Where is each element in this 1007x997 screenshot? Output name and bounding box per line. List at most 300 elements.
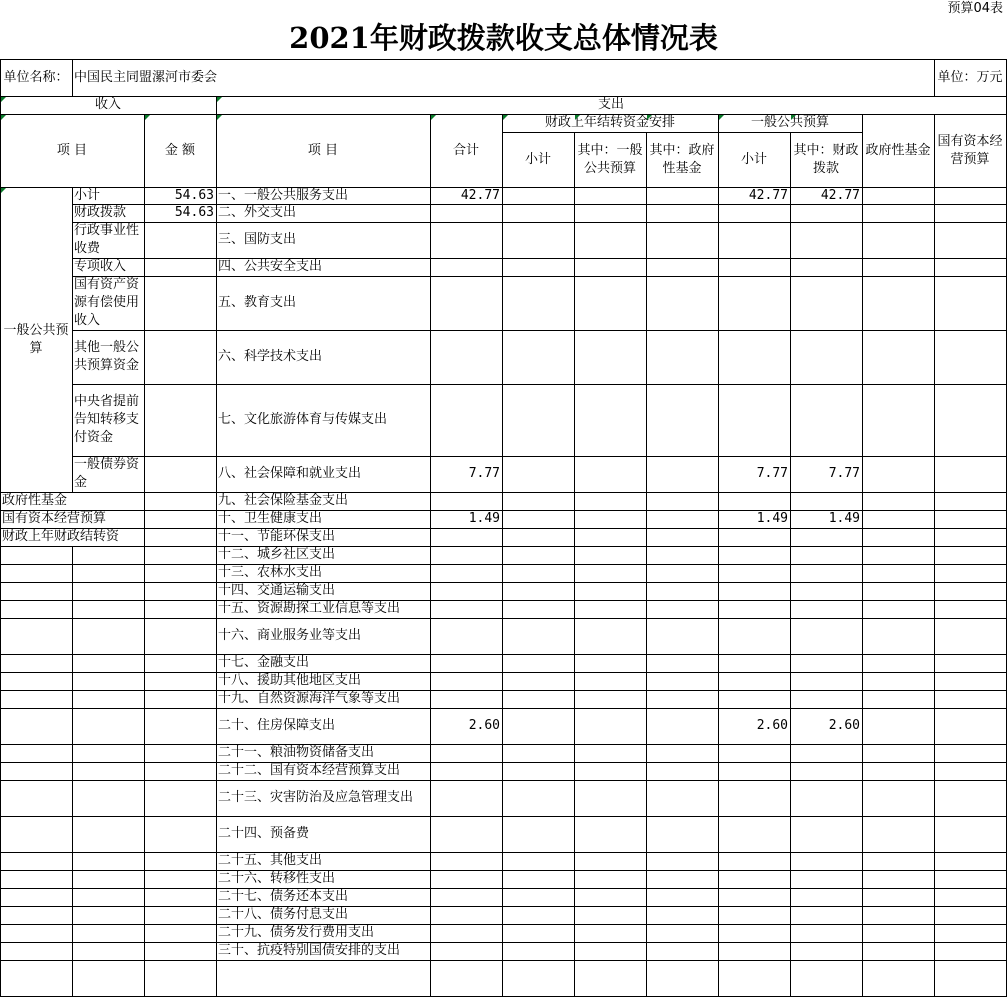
gen-fiscal — [790, 906, 863, 925]
empty-cell — [862, 258, 935, 277]
empty-cell — [934, 870, 1007, 889]
comment-marker — [503, 115, 508, 120]
gen-subtotal — [718, 690, 791, 709]
empty-cell — [574, 744, 647, 763]
empty-cell — [574, 564, 647, 583]
empty-cell — [646, 528, 719, 547]
empty-cell — [0, 870, 73, 889]
empty-cell — [646, 258, 719, 277]
gen-fiscal — [790, 942, 863, 961]
expense-item: 四、公共安全支出 — [216, 258, 431, 277]
empty-cell — [934, 906, 1007, 925]
expense-item: 十二、城乡社区支出 — [216, 546, 431, 565]
expense-item — [216, 960, 431, 997]
empty-cell — [646, 672, 719, 691]
empty-cell — [0, 582, 73, 601]
income-amount — [144, 330, 217, 385]
empty-cell — [72, 852, 145, 871]
gen-fiscal — [790, 960, 863, 997]
empty-cell — [646, 492, 719, 511]
expense-item: 十一、节能环保支出 — [216, 528, 431, 547]
expense-item: 二十四、预备费 — [216, 816, 431, 853]
gen-subtotal — [718, 222, 791, 259]
header-gen-subtotal: 小计 — [718, 132, 791, 188]
empty-cell — [574, 888, 647, 907]
empty-cell — [862, 600, 935, 619]
empty-cell — [72, 618, 145, 655]
expense-item: 二、外交支出 — [216, 204, 431, 223]
empty-cell — [574, 762, 647, 781]
empty-cell — [0, 924, 73, 943]
empty-cell — [862, 582, 935, 601]
empty-cell — [862, 276, 935, 331]
expense-total — [430, 618, 503, 655]
empty-cell — [934, 528, 1007, 547]
empty-cell — [574, 780, 647, 817]
gen-fiscal — [790, 564, 863, 583]
empty-cell — [862, 816, 935, 853]
empty-cell — [0, 672, 73, 691]
empty-cell — [862, 204, 935, 223]
gen-fiscal: 1.49 — [790, 510, 863, 529]
comment-marker — [145, 115, 150, 120]
empty-cell — [144, 888, 217, 907]
empty-cell — [0, 762, 73, 781]
empty-cell — [862, 528, 935, 547]
empty-cell — [646, 456, 719, 493]
empty-cell — [574, 690, 647, 709]
header-expense: 支出 — [216, 96, 1007, 115]
income-item: 专项收入 — [72, 258, 145, 277]
gen-subtotal — [718, 744, 791, 763]
empty-cell — [0, 906, 73, 925]
empty-cell — [72, 762, 145, 781]
expense-item: 二十、住房保障支出 — [216, 708, 431, 745]
expense-total — [430, 744, 503, 763]
empty-cell — [72, 672, 145, 691]
expense-total — [430, 582, 503, 601]
gen-fiscal — [790, 528, 863, 547]
empty-cell — [934, 276, 1007, 331]
empty-cell — [72, 960, 145, 997]
comment-marker — [719, 115, 724, 120]
empty-cell — [574, 492, 647, 511]
empty-cell — [862, 654, 935, 673]
empty-cell — [502, 960, 575, 997]
empty-cell — [646, 780, 719, 817]
empty-cell — [502, 187, 575, 205]
empty-cell — [72, 816, 145, 853]
empty-cell — [502, 510, 575, 529]
empty-cell — [934, 510, 1007, 529]
empty-cell — [574, 456, 647, 493]
expense-total: 2.60 — [430, 708, 503, 745]
empty-cell — [934, 384, 1007, 457]
empty-cell — [502, 204, 575, 223]
gen-subtotal — [718, 276, 791, 331]
header-exp-item: 项 目 — [216, 114, 431, 188]
gen-fiscal: 7.77 — [790, 456, 863, 493]
gen-subtotal — [718, 672, 791, 691]
header-gen-fiscal: 其中：财政拨款 — [790, 132, 863, 188]
gen-fiscal — [790, 816, 863, 853]
empty-cell — [646, 816, 719, 853]
gen-fiscal — [790, 618, 863, 655]
empty-cell — [0, 888, 73, 907]
empty-cell — [502, 654, 575, 673]
empty-cell — [574, 942, 647, 961]
header-carry-fund: 其中：政府性基金 — [646, 132, 719, 188]
empty-cell — [646, 510, 719, 529]
empty-cell — [72, 546, 145, 565]
gen-subtotal — [718, 528, 791, 547]
empty-cell — [0, 780, 73, 817]
empty-cell — [574, 654, 647, 673]
empty-cell — [862, 510, 935, 529]
expense-item: 二十一、粮油物资储备支出 — [216, 744, 431, 763]
income-amount — [144, 384, 217, 457]
empty-cell — [72, 942, 145, 961]
expense-total — [430, 330, 503, 385]
expense-total — [430, 276, 503, 331]
table-border-left — [0, 59, 1, 997]
empty-cell — [144, 942, 217, 961]
empty-cell — [0, 816, 73, 853]
empty-cell — [934, 690, 1007, 709]
empty-cell — [934, 204, 1007, 223]
empty-cell — [72, 906, 145, 925]
gen-fiscal — [790, 780, 863, 817]
expense-total — [430, 906, 503, 925]
empty-cell — [646, 708, 719, 745]
gen-subtotal: 1.49 — [718, 510, 791, 529]
empty-cell — [646, 276, 719, 331]
empty-cell — [144, 762, 217, 781]
income-amount — [144, 528, 217, 547]
empty-cell — [862, 762, 935, 781]
empty-cell — [72, 780, 145, 817]
income-amount — [144, 456, 217, 493]
income-group-label: 一般公共预算 — [0, 187, 73, 493]
comment-marker — [217, 97, 222, 102]
comment-marker — [575, 115, 580, 120]
expense-total — [430, 528, 503, 547]
gen-subtotal — [718, 330, 791, 385]
header-gen-group: 一般公共预算 — [718, 114, 863, 133]
empty-cell — [72, 600, 145, 619]
gen-subtotal — [718, 888, 791, 907]
expense-item: 十、卫生健康支出 — [216, 510, 431, 529]
gen-subtotal — [718, 960, 791, 997]
empty-cell — [862, 924, 935, 943]
expense-total — [430, 204, 503, 223]
expense-item: 二十三、灾害防治及应急管理支出 — [216, 780, 431, 817]
empty-cell — [502, 222, 575, 259]
gen-subtotal — [718, 204, 791, 223]
empty-cell — [646, 204, 719, 223]
empty-cell — [934, 564, 1007, 583]
empty-cell — [934, 708, 1007, 745]
empty-cell — [646, 960, 719, 997]
empty-cell — [502, 276, 575, 331]
empty-cell — [502, 546, 575, 565]
empty-cell — [574, 276, 647, 331]
empty-cell — [0, 564, 73, 583]
empty-cell — [144, 690, 217, 709]
gen-subtotal — [718, 600, 791, 619]
empty-cell — [646, 600, 719, 619]
empty-cell — [502, 600, 575, 619]
empty-cell — [502, 708, 575, 745]
header-total: 合计 — [430, 114, 503, 188]
empty-cell — [72, 564, 145, 583]
empty-cell — [934, 744, 1007, 763]
empty-cell — [0, 546, 73, 565]
empty-cell — [502, 564, 575, 583]
empty-cell — [144, 582, 217, 601]
empty-cell — [646, 582, 719, 601]
empty-cell — [144, 816, 217, 853]
empty-cell — [862, 672, 935, 691]
empty-cell — [862, 618, 935, 655]
gen-fiscal — [790, 888, 863, 907]
empty-cell — [574, 222, 647, 259]
gen-subtotal — [718, 870, 791, 889]
unit-name-label: 单位名称： — [0, 59, 73, 97]
empty-cell — [0, 690, 73, 709]
empty-cell — [502, 942, 575, 961]
empty-cell — [72, 870, 145, 889]
expense-total — [430, 852, 503, 871]
expense-total: 1.49 — [430, 510, 503, 529]
empty-cell — [144, 870, 217, 889]
empty-cell — [574, 618, 647, 655]
gen-fiscal — [790, 222, 863, 259]
empty-cell — [144, 618, 217, 655]
expense-total — [430, 780, 503, 817]
empty-cell — [72, 708, 145, 745]
empty-cell — [934, 187, 1007, 205]
empty-cell — [502, 816, 575, 853]
expense-item: 二十八、债务付息支出 — [216, 906, 431, 925]
empty-cell — [574, 582, 647, 601]
empty-cell — [574, 384, 647, 457]
empty-cell — [646, 618, 719, 655]
expense-item: 七、文化旅游体育与传媒支出 — [216, 384, 431, 457]
expense-item: 三十、抗疫特别国债安排的支出 — [216, 942, 431, 961]
empty-cell — [144, 654, 217, 673]
expense-total — [430, 222, 503, 259]
empty-cell — [0, 654, 73, 673]
empty-cell — [0, 618, 73, 655]
empty-cell — [934, 924, 1007, 943]
header-item: 项 目 — [0, 114, 145, 188]
gen-subtotal — [718, 492, 791, 511]
expense-total — [430, 564, 503, 583]
income-amount — [144, 222, 217, 259]
empty-cell — [0, 600, 73, 619]
expense-total — [430, 492, 503, 511]
empty-cell — [574, 510, 647, 529]
comment-marker — [217, 115, 222, 120]
empty-cell — [502, 852, 575, 871]
empty-cell — [574, 258, 647, 277]
gen-fiscal — [790, 204, 863, 223]
empty-cell — [574, 330, 647, 385]
income-item: 财政上年财政结转资 — [0, 528, 145, 547]
empty-cell — [144, 906, 217, 925]
empty-cell — [0, 960, 73, 997]
empty-cell — [144, 780, 217, 817]
gen-fiscal: 2.60 — [790, 708, 863, 745]
expense-item: 九、社会保险基金支出 — [216, 492, 431, 511]
header-carry-subtotal: 小计 — [502, 132, 575, 188]
expense-item: 六、科学技术支出 — [216, 330, 431, 385]
gen-fiscal — [790, 600, 863, 619]
expense-item: 二十六、转移性支出 — [216, 870, 431, 889]
empty-cell — [862, 960, 935, 997]
empty-cell — [934, 222, 1007, 259]
expense-item: 十六、商业服务业等支出 — [216, 618, 431, 655]
empty-cell — [862, 942, 935, 961]
expense-item: 八、社会保障和就业支出 — [216, 456, 431, 493]
page-title: 2021年财政拨款收支总体情况表 — [289, 21, 718, 55]
expense-total: 42.77 — [430, 187, 503, 205]
empty-cell — [646, 870, 719, 889]
empty-cell — [934, 942, 1007, 961]
empty-cell — [502, 888, 575, 907]
gen-subtotal — [718, 654, 791, 673]
empty-cell — [934, 888, 1007, 907]
empty-cell — [646, 744, 719, 763]
header-amount: 金 额 — [144, 114, 217, 188]
empty-cell — [934, 960, 1007, 997]
form-code: 预算04表 — [947, 1, 1003, 16]
empty-cell — [502, 456, 575, 493]
empty-cell — [862, 744, 935, 763]
gen-subtotal — [718, 852, 791, 871]
empty-cell — [574, 204, 647, 223]
header-gov-fund: 政府性基金 — [862, 114, 935, 188]
empty-cell — [862, 384, 935, 457]
expense-total — [430, 816, 503, 853]
expense-total — [430, 888, 503, 907]
empty-cell — [862, 492, 935, 511]
empty-cell — [862, 187, 935, 205]
expense-total — [430, 672, 503, 691]
empty-cell — [646, 690, 719, 709]
empty-cell — [934, 654, 1007, 673]
gen-fiscal — [790, 744, 863, 763]
empty-cell — [574, 816, 647, 853]
empty-cell — [862, 888, 935, 907]
income-item: 一般债券资金 — [72, 456, 145, 493]
empty-cell — [574, 924, 647, 943]
empty-cell — [646, 330, 719, 385]
empty-cell — [862, 456, 935, 493]
empty-cell — [574, 708, 647, 745]
gen-subtotal — [718, 906, 791, 925]
empty-cell — [862, 708, 935, 745]
empty-cell — [574, 852, 647, 871]
income-amount: 54.63 — [144, 204, 217, 223]
expense-item: 十四、交通运输支出 — [216, 582, 431, 601]
expense-total — [430, 762, 503, 781]
expense-item: 十五、资源勘探工业信息等支出 — [216, 600, 431, 619]
empty-cell — [934, 762, 1007, 781]
expense-total — [430, 960, 503, 997]
empty-cell — [502, 762, 575, 781]
table-border-top — [0, 59, 1007, 60]
empty-cell — [646, 924, 719, 943]
empty-cell — [862, 906, 935, 925]
empty-cell — [502, 618, 575, 655]
empty-cell — [934, 582, 1007, 601]
gen-fiscal — [790, 654, 863, 673]
empty-cell — [0, 852, 73, 871]
empty-cell — [574, 546, 647, 565]
gen-fiscal — [790, 582, 863, 601]
empty-cell — [646, 654, 719, 673]
empty-cell — [862, 780, 935, 817]
empty-cell — [144, 564, 217, 583]
gen-fiscal: 42.77 — [790, 187, 863, 205]
income-item: 中央省提前告知转移支付资金 — [72, 384, 145, 457]
empty-cell — [934, 618, 1007, 655]
empty-cell — [862, 546, 935, 565]
empty-cell — [72, 654, 145, 673]
gen-fiscal — [790, 492, 863, 511]
empty-cell — [646, 906, 719, 925]
gen-fiscal — [790, 924, 863, 943]
comment-marker — [431, 115, 436, 120]
empty-cell — [646, 942, 719, 961]
empty-cell — [574, 600, 647, 619]
expense-total — [430, 384, 503, 457]
empty-cell — [502, 528, 575, 547]
gen-subtotal: 42.77 — [718, 187, 791, 205]
empty-cell — [646, 762, 719, 781]
income-item: 国有资本经营预算 — [0, 510, 145, 529]
empty-cell — [502, 690, 575, 709]
empty-cell — [862, 852, 935, 871]
gen-fiscal — [790, 276, 863, 331]
expense-item: 十九、自然资源海洋气象等支出 — [216, 690, 431, 709]
income-item: 其他一般公共预算资金 — [72, 330, 145, 385]
unit-name: 中国民主同盟漯河市委会 — [72, 59, 935, 97]
income-item: 行政事业性收费 — [72, 222, 145, 259]
empty-cell — [862, 870, 935, 889]
comment-marker — [647, 115, 652, 120]
income-amount: 54.63 — [144, 187, 217, 205]
income-amount — [144, 276, 217, 331]
expense-item: 十七、金融支出 — [216, 654, 431, 673]
gen-subtotal — [718, 384, 791, 457]
expense-item: 二十七、债务还本支出 — [216, 888, 431, 907]
expense-total — [430, 546, 503, 565]
empty-cell — [934, 672, 1007, 691]
empty-cell — [934, 852, 1007, 871]
empty-cell — [502, 744, 575, 763]
empty-cell — [72, 888, 145, 907]
empty-cell — [574, 906, 647, 925]
income-amount — [144, 258, 217, 277]
empty-cell — [646, 888, 719, 907]
expense-item: 十三、农林水支出 — [216, 564, 431, 583]
empty-cell — [646, 852, 719, 871]
empty-cell — [934, 330, 1007, 385]
empty-cell — [502, 258, 575, 277]
